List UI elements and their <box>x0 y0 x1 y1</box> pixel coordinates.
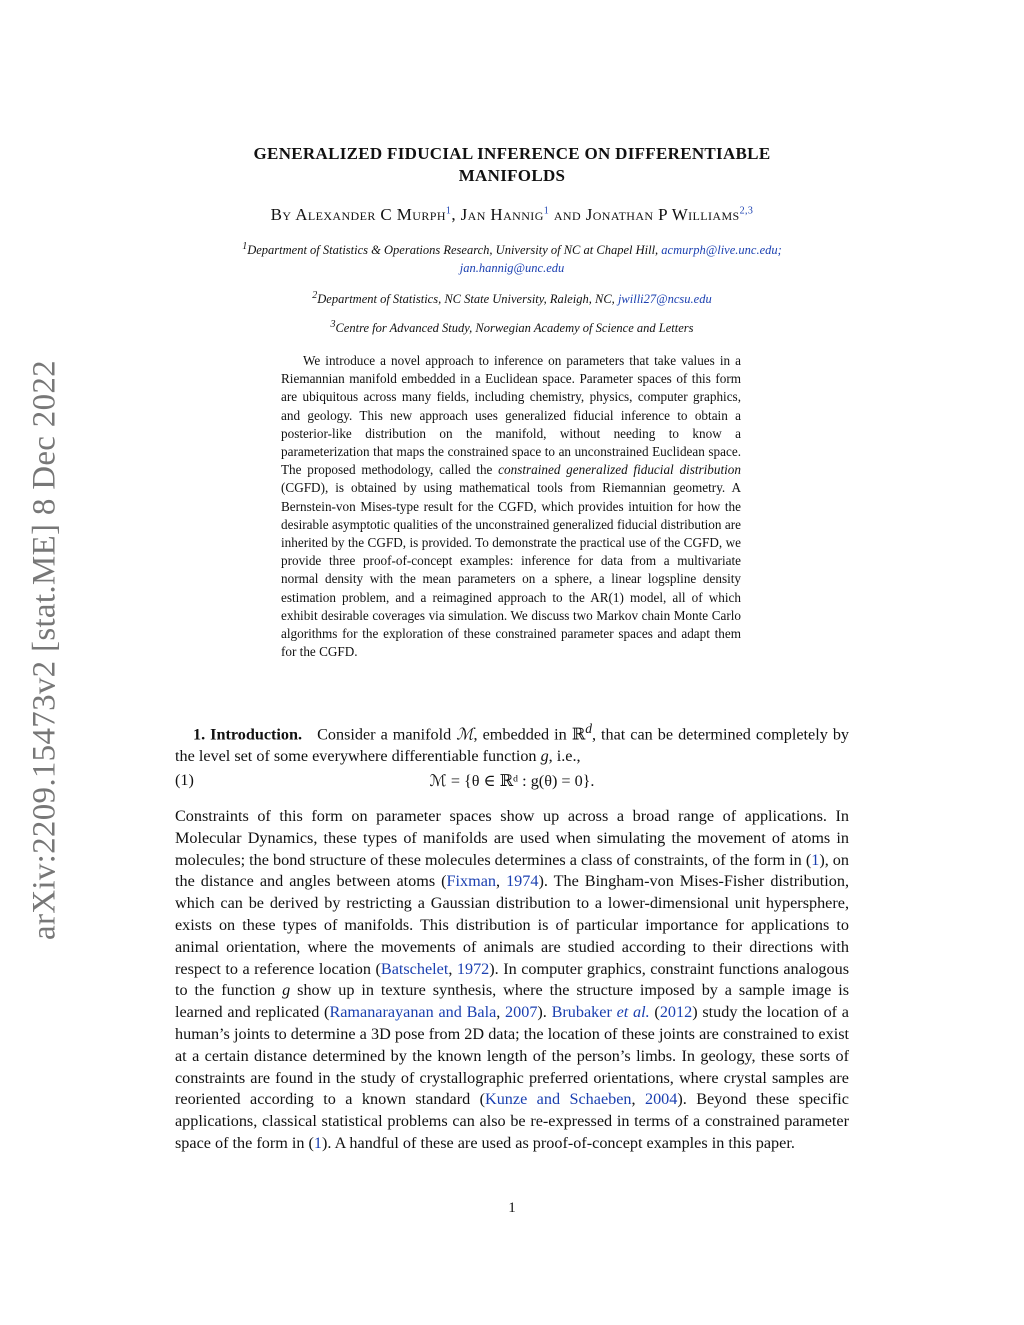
title-line-2: MANIFOLDS <box>458 166 566 185</box>
affiliation-3-marker: 3 <box>330 319 336 330</box>
affiliation-1 <box>175 238 849 277</box>
author-hannig: Jan Hannig <box>460 205 544 224</box>
intro-text-a: Consider a manifold <box>317 725 452 744</box>
abstract-part-1: We introduce a novel approach to inference on parameters that take values in a Riemannian manifold embedded in a Euclidean space. Parameter spaces of this form are ubiquitous across many fields, including chemistry, physics, computer graphics, and geology. This new approach uses generalized fiducial inference to obtain a posterior-like distribution on the manifold, without needing to know a parameterization that maps the constrained space to an unconstrained Euclidean space. The proposed methodology, called the <box>281 353 741 478</box>
affiliation-3-text: Centre for Advanced Study, Norwegian Academy of Science and Letters <box>335 321 694 336</box>
symbol-reals: ℝ <box>571 725 586 744</box>
affiliation-2-text: Department of Statistics, NC State University, Raleigh, NC, <box>317 292 615 307</box>
equation-body: ℳ = {θ ∈ ℝᵈ : g(θ) = 0}. <box>429 772 595 790</box>
affiliation-3 <box>175 316 849 337</box>
email-murph-link[interactable]: acmurph@live.unc.edu; <box>661 243 782 258</box>
intro-text-b: , embedded in <box>473 725 567 744</box>
p2-text-9: ). A handful of these are used as proof-of-concept examples in this paper. <box>321 1133 795 1152</box>
email-williams-link[interactable]: jwilli27@ncsu.edu <box>617 292 712 307</box>
by-word: By <box>270 205 292 224</box>
symbol-g: g <box>540 747 549 766</box>
p2-text-6: ). <box>537 1003 547 1022</box>
cite-brubaker-year[interactable]: 2012 <box>659 1003 693 1022</box>
symbol-g-2: g <box>282 981 291 1000</box>
cite-kunze[interactable]: Kunze and Schaeben <box>485 1090 632 1109</box>
abstract <box>281 352 741 661</box>
cite-brubaker[interactable]: Brubaker <box>551 1003 612 1022</box>
ref-equation-1[interactable]: 1 <box>811 850 820 869</box>
equation-1 <box>175 771 849 795</box>
affiliation-1-text: Department of Statistics & Operations Research, University of NC at Chapel Hill, <box>247 243 659 258</box>
affiliation-2-marker: 2 <box>312 290 318 301</box>
cite-fixman-year[interactable]: 1974 <box>506 872 539 891</box>
abstract-emphasis: constrained generalized fiducial distribution <box>498 462 741 478</box>
ref-equation-1-b[interactable]: 1 <box>313 1133 322 1152</box>
intro-text-d: , i.e., <box>548 747 581 766</box>
and-word: and <box>553 205 582 224</box>
affiliation-1-marker: 1 <box>242 241 248 252</box>
cite-batschelet-year[interactable]: 1972 <box>456 959 490 978</box>
abstract-part-2: (CGFD), is obtained by using mathematical tools from Riemannian geometry. A Bernstein-von Mises-type result for the CGFD, which provides intuition for how the desirable asymptotic qualities of the unconstrained generalized fiducial distribution are inherited by the CGFD, is provided. To demonstrate the practical use of the CGFD, we provide three proof-of-concept examples: inference for data from a multivariate normal density with the mean parameters on a sphere, a linear logspline density estimation problem, and a reimagined approach to the AR(1) model, all of which exhibit desirable coverages via simulation. We discuss two Markov chain Monte Carlo algorithms for the exploration of these constrained parameter spaces and adapt them for the CGFD. <box>281 480 741 660</box>
p2-text-8: ). Beyond these specific applications, classical statistical problems can also be re-expressed in terms of a constrained parameter space of the form in ( <box>175 1090 849 1152</box>
p2-text-2: ), on the distance and angles between atoms ( <box>175 850 849 891</box>
intro-text-c: , that can be determined completely by the level set of some everywhere differentiable function <box>175 725 850 766</box>
body-paragraph-2: Constraints of this form on parameter spaces show up across a broad range of applications. In Molecular Dynamics, these types of manifolds are used when simulating the movement of atoms in molecules; the bond structure of these molecules determines a class of constraints, of the form in (1), on the distance and angles between atoms (Fixman, 1974). The Bingham-von Mises-Fisher distribution, which can be derived by restricting a Gaussian distribution to a lower-dimensional unit hypersphere, exists on these types of manifolds. This distribution is of particular importance for applications to animal orientation, where the movements of animals are studied according to their directions with respect to a reference location (Batschelet, 1972). In computer graphics, constraint functions analogous to the function g show up in texture synthesis, where the structure imposed by a sample image is learned and replicated (Ramanarayanan and Bala, 2007). Brubaker et al. (2012) study the location of a human’s joints to determine a 3D pose from 2D data; the location of these joints are constrained to exist at a certain distance determined by the known length of the person’s limbs. In geology, these sorts of constraints are found in the study of crystallographic preferred orientations, where crystal samples are reoriented according to a known standard (Kunze and Schaeben, 2004). Beyond these specific applications, classical statistical problems can also be re-expressed in terms of a constrained parameter space of the form in (1). A handful of these are used as proof-of-concept examples in this paper. <box>175 807 850 1152</box>
arxiv-identifier: arXiv:2209.15473v2 [stat.ME] 8 Dec 2022 <box>26 360 63 940</box>
cite-ramanarayanan[interactable]: Ramanarayanan and Bala <box>329 1003 497 1022</box>
p2-text-4: ). In computer graphics, constraint functions analogous to the function <box>175 959 849 1000</box>
author-separator: , <box>451 205 456 224</box>
cite-batschelet[interactable]: Batschelet <box>380 959 449 978</box>
page-number: 1 <box>508 1200 516 1216</box>
symbol-d: d <box>585 721 592 736</box>
section-heading-introduction: 1. Introduction. <box>193 725 303 744</box>
author-hannig-affil[interactable]: 1 <box>543 205 550 217</box>
introduction-paragraph <box>175 718 849 768</box>
author-line <box>175 205 849 225</box>
cite-ramanarayanan-year[interactable]: 2007 <box>505 1003 538 1022</box>
p2-text-5: show up in texture synthesis, where the structure imposed by a sample image is learned and replicated ( <box>175 981 850 1022</box>
p2-text-7: study the location of a human’s joints to determine a 3D pose from 2D data; the location of these joints are constrained to exist at a certain distance determined by the known length of the person’s limbs. In geology, these sorts of constraints are found in the study of crystallographic preferred orientations, where crystal samples are reoriented according to a known standard ( <box>175 1003 849 1109</box>
author-williams-affil[interactable]: 2,3 <box>739 205 754 217</box>
author-williams: Jonathan P Williams <box>585 205 740 224</box>
email-hannig-link[interactable]: jan.hannig@unc.edu <box>459 261 565 276</box>
equation-number: (1) <box>175 771 194 789</box>
author-murph: Alexander C Murph <box>295 205 446 224</box>
cite-brubaker-etal[interactable]: et al. <box>616 1003 650 1022</box>
cite-fixman[interactable]: Fixman <box>446 872 497 891</box>
cite-kunze-year[interactable]: 2004 <box>644 1090 678 1109</box>
affiliation-2 <box>175 287 849 308</box>
paper-title <box>175 143 849 187</box>
title-line-1: GENERALIZED FIDUCIAL INFERENCE ON DIFFERENTIABLE <box>253 144 771 163</box>
p2-text-3: ). The Bingham-von Mises-Fisher distribution, which can be derived by restricting a Gaussian distribution to a lower-dimensional unit hypersphere, exists on these types of manifolds. This distribution is of particular importance for applications to animal orientation, where the movements of animals are studied according to their directions with respect to a reference location ( <box>175 872 850 978</box>
arxiv-sidebar-stamp <box>20 340 70 960</box>
author-murph-affil[interactable]: 1 <box>445 205 452 217</box>
symbol-manifold: ℳ <box>456 725 474 744</box>
p2-text-1: Constraints of this form on parameter spaces show up across a broad range of applications. In Molecular Dynamics, these types of manifolds are used when simulating the movement of atoms in molecules; the bond structure of these molecules determines a class of constraints, of the form in ( <box>175 807 849 869</box>
